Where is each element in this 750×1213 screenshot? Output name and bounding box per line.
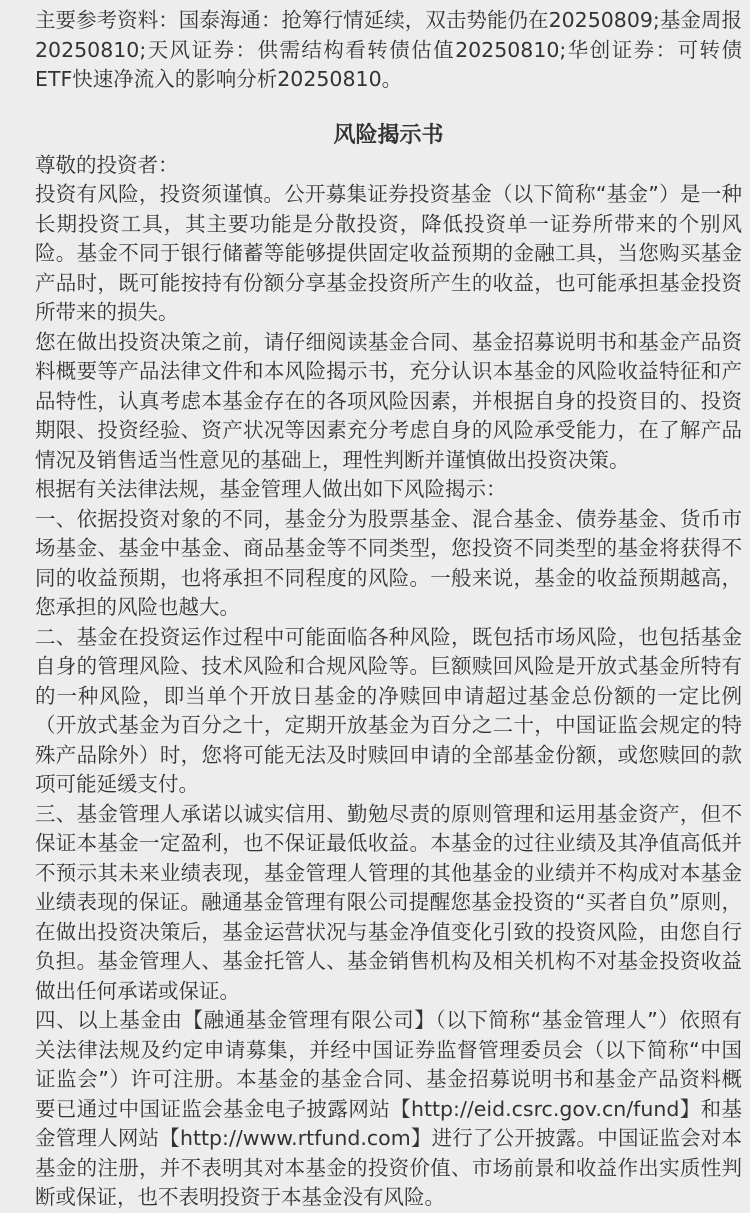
- references-text: 主要参考资料：国泰海通：抢筹行情延续，双击势能仍在20250809;基金周报20250810;天风证券：供需结构看转债估值20250810;华创证券：可转债ETF快速净流入的影响分析20250810。: [35, 8, 742, 91]
- paragraph-item-3: 三、基金管理人承诺以诚实信用、勤勉尽责的原则管理和运用基金资产，但不保证本基金一定盈利，也不保证最低收益。本基金的过往业绩及其净值高低并不预示其未来业绩表现，基金管理人管理的其他基金的业绩并不构成对本基金业绩表现的保证。融通基金管理有限公司提醒您基金投资的“买者自负”原则，在做出投资决策后，基金运营状况与基金净值变化引致的投资风险，由您自行负担。基金管理人、基金托管人、基金销售机构及相关机构不对基金投资收益做出任何承诺或保证。: [35, 801, 742, 1003]
- paragraph-item-4: 四、以上基金由【融通基金管理有限公司】（以下简称“基金管理人”）依照有关法律法规及约定申请募集，并经中国证券监督管理委员会（以下简称“中国证监会”）许可注册。本基金的基金合同、基金招募说明书和基金产品资料概要已通过中国证监会基金电子披露网站【http://eid.csrc.gov.cn/fund】和基金管理人网站【http://www.rtfund.com】进行了公开披露。中国证监会对本基金的注册，并不表明其对本基金的投资价值、市场前景和收益作出实质性判断或保证，也不表明投资于本基金没有风险。: [35, 1008, 742, 1209]
- paragraph-intro: 投资有风险，投资须谨慎。公开募集证券投资基金（以下简称“基金”）是一种长期投资工具，其主要功能是分散投资，降低投资单一证券所带来的个别风险。基金不同于银行储蓄等能够提供固定收益预期的金融工具，当您购买基金产品时，既可能按持有份额分享基金投资所产生的收益，也可能承担基金投资所带来的损失。: [35, 182, 742, 324]
- paragraph-item-2: 二、基金在投资运作过程中可能面临各种风险，既包括市场风险，也包括基金自身的管理风险、技术风险和合规风险等。巨额赎回风险是开放式基金所特有的一种风险，即当单个开放日基金的净赎回申请超过基金总份额的一定比例（开放式基金为百分之十，定期开放基金为百分之二十，中国证监会规定的特殊产品除外）时，您将可能无法及时赎回申请的全部基金份额，或您赎回的款项可能延缓支付。: [35, 624, 742, 796]
- greeting-text: 尊敬的投资者：: [35, 152, 179, 177]
- risk-disclosure-body: [35, 151, 742, 1213]
- paragraph-item-1: 一、依据投资对象的不同，基金分为股票基金、混合基金、债券基金、货币市场基金、基金中基金、商品基金等不同类型，您投资不同类型的基金将获得不同的收益预期，也将承担不同程度的风险。一般来说，基金的收益预期越高，您承担的风险也越大。: [35, 506, 742, 619]
- paragraph-lead-in: 根据有关法律法规，基金管理人做出如下风险揭示：: [35, 477, 507, 501]
- risk-disclosure-title: 风险揭示书: [333, 122, 444, 148]
- paragraph-decision: 您在做出投资决策之前，请仔细阅读基金合同、基金招募说明书和基金产品资料概要等产品法律文件和本风险揭示书，充分认识本基金的风险收益特征和产品特性，认真考虑本基金存在的各项风险因素，并根据自身的投资目的、投资期限、投资经验、资产状况等因素充分考虑自身的风险承受能力，在了解产品情况及销售适当性意见的基础上，理性判断并谨慎做出投资决策。: [35, 329, 742, 472]
